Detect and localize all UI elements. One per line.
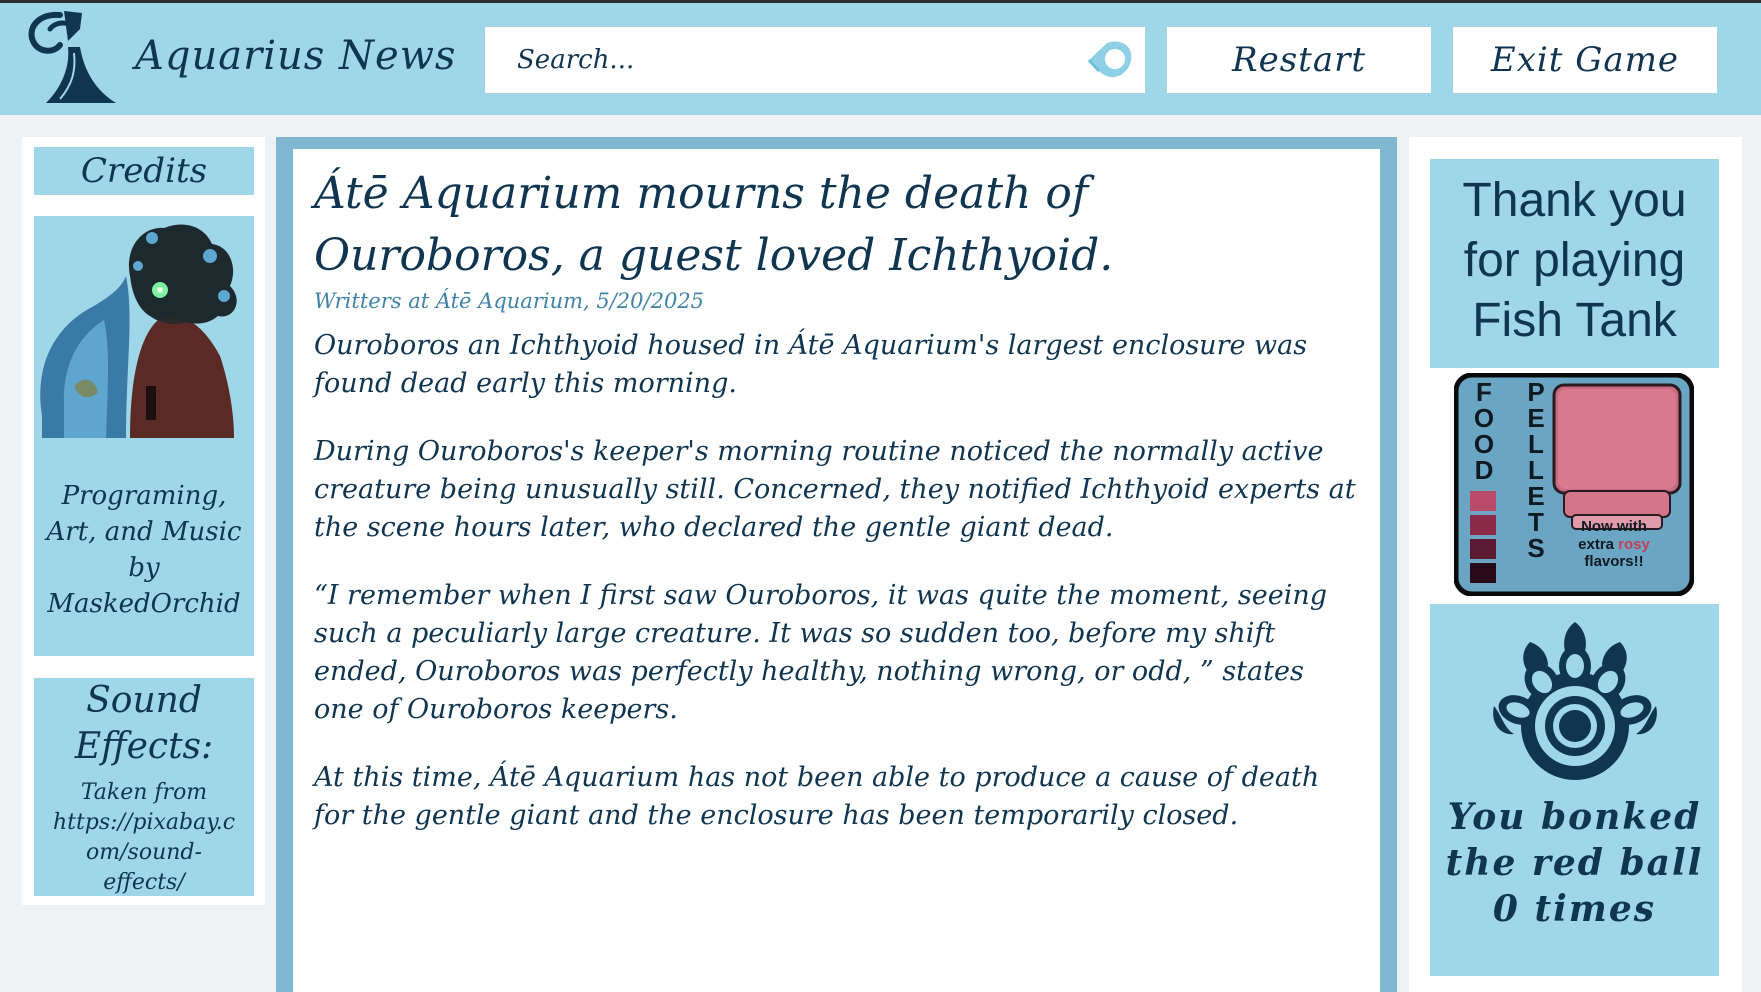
credits-line: Programing, [61,481,227,511]
article-paragraph: Ouroboros an Ichthyoid housed in Átē Aquarium's largest enclosure was found dead early this morning. [314,330,1308,399]
brand-title: Aquarius News [135,33,457,79]
bonk-count: 0 times [1492,888,1657,930]
ad-tag-extra: extra [1578,536,1614,553]
aquarius-logo-icon [20,7,132,115]
ad-letter: L [1528,455,1544,485]
ad-letter: F [1476,377,1492,407]
left-sidebar [22,137,265,905]
search-bar [485,27,1145,93]
headline-line: Átē Aquarium mourns the death of [314,168,1089,219]
article-paragraph: During Ouroboros's keeper's morning routine noticed the normally active creature being unusually still. Concerned, they notified Ichthyoid experts at the scene hours later, who declared the gentle giant dead. [314,436,1356,543]
ad-letter: E [1527,403,1545,433]
ad-tagline [1578,536,1650,553]
creature-art-icon [34,216,254,438]
ad-letter: P [1527,377,1545,407]
right-sidebar [1409,137,1742,992]
bonk-line: You bonked [1447,796,1702,838]
ad-letter: O [1473,429,1495,459]
sound-text-line: effects/ [103,870,185,895]
bonk-counter-panel [1430,604,1719,976]
header-bar [0,3,1761,115]
ad-tagline: Now with [1581,518,1647,535]
ad-letter: O [1473,403,1495,433]
credits-line: by [128,553,160,583]
article-frame [276,137,1397,992]
ad-letter: D [1474,455,1494,485]
sound-effects-heading [34,678,254,770]
thanks-line: for playing [1463,234,1686,287]
sound-text-line: https://pixabay.c [52,810,236,835]
ad-letter: S [1527,533,1545,563]
article-paragraph: At this time, Átē Aquarium has not been able to produce a cause of death for the gentle giant and the enclosure has been temporarily closed. [314,762,1320,831]
exit-game-button[interactable]: Exit Game [1453,27,1717,93]
credits-line: MaskedOrchid [47,589,241,619]
sound-title-line: Sound [86,680,202,721]
ad-letter: T [1528,507,1544,537]
bonk-line: the red ball [1445,842,1704,884]
restart-button[interactable]: Restart [1167,27,1431,93]
ad-letter: E [1527,481,1545,511]
search-icon[interactable] [1087,37,1135,83]
article-headline [314,163,1360,287]
thanks-line: Thank you [1462,174,1687,227]
thank-you-panel [1430,159,1719,368]
ad-letter: L [1528,429,1544,459]
credits-text [34,478,254,622]
thanks-line: Fish Tank [1472,294,1677,347]
search-input[interactable] [485,27,1075,93]
credits-line: Art, and Music [46,517,242,547]
bonk-counter-text [1430,794,1719,932]
headline-line: Ouroboros, a guest loved Ichthyoid. [314,230,1114,281]
article-paragraph: “I remember when I first saw Ouroboros, it was quite the moment, seeing such a peculiarly large creature. It was so sudden too, before my shift ended, Ouroboros was perfectly healthy, nothing wrong, or odd, ” states one of Ouroboros keepers. [314,580,1328,725]
food-pellets-ad [1454,373,1694,596]
credits-panel [34,216,254,656]
sound-title-line: Effects: [74,726,214,767]
sound-text-line: om/sound- [86,840,202,865]
sound-effects-source [34,778,254,898]
credits-heading: Credits [34,147,254,195]
ad-tag-rosy: rosy [1618,536,1650,553]
sound-text-line: Taken from [80,780,208,805]
ad-tagline: flavors!! [1584,553,1644,570]
article-body [293,149,1380,992]
eye-emblem-icon [1490,618,1660,784]
sound-effects-panel [34,678,254,896]
article-byline: Writters at Átē Aquarium, 5/20/2025 [314,289,705,313]
